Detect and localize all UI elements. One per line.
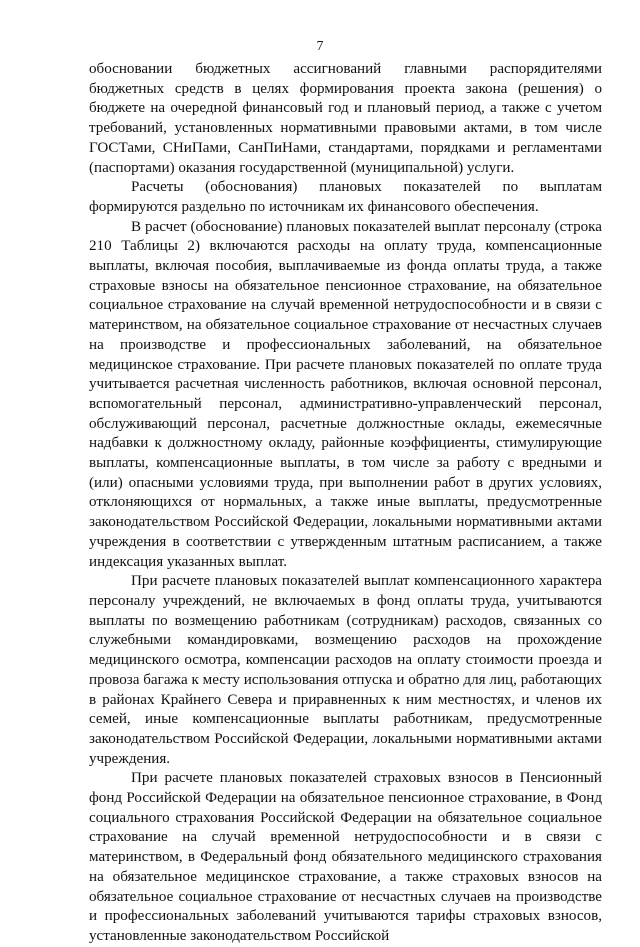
paragraph: Расчеты (обоснования) плановых показателей по выплатам формируются раздельно по источникам их финансового обеспечения. — [89, 179, 602, 215]
paragraph: При расчете плановых показателей выплат компенсационного характера персоналу учреждений, не включаемых в фонд оплаты труда, учитываются выплаты по возмещению работникам (сотрудникам) расходов, связанных со служебными командировками, возмещению расходов на прохождение медицинского осмотра, компенсации расходов на оплату стоимости проезда и провоза багажа к месту использования отпуска и обратно для лиц, работающих в районах Крайнего Севера и приравненных к ним местностях, и членов их семей, иные компенсационные выплаты работникам, предусмотренные законодательством Российской Федерации, локальными нормативными актами учреждения. — [89, 573, 602, 767]
page-number: 7 — [316, 38, 324, 53]
document-body — [89, 60, 602, 947]
paragraph-continuation: обосновании бюджетных ассигнований главными распорядителями бюджетных средств в целях формирования проекта закона (решения) о бюджете на очередной финансовый год и плановый период, а также с учетом требований, установленных нормативными правовыми актами, в том числе ГОСТами, СНиПами, СанПиНами, стандартами, порядками и регламентами (паспортами) оказания государственной (муниципальной) услуги. — [89, 61, 602, 176]
paragraph: В расчет (обоснование) плановых показателей выплат персоналу (строка 210 Таблицы 2) включаются расходы на оплату труда, компенсационные выплаты, включая пособия, выплачиваемые из фонда оплаты труда, а также страховые взносы на обязательное пенсионное страхование, на обязательное социальное страхование на случай временной нетрудоспособности и в связи с материнством, на обязательное социальное страхование от несчастных случаев на производстве и профессиональных заболеваний, на обязательное медицинское страхование. При расчете плановых показателей по оплате труда учитывается расчетная численность работников, включая основной персонал, вспомогательный персонал, административно-управленческий персонал, обслуживающий персонал, расчетные должностные оклады, ежемесячные надбавки к должностному окладу, районные коэффициенты, стимулирующие выплаты, компенсационные выплаты, в том числе за работу с вредными и (или) опасными условиями труда, при выполнении работ в других условиях, отклоняющихся от нормальных, а также иные выплаты, предусмотренные законодательством Российской Федерации, локальными нормативными актами учреждения в соответствии с утвержденным штатным расписанием, а также индексация указанных выплат. — [89, 218, 602, 570]
paragraph: При расчете плановых показателей страховых взносов в Пенсионный фонд Российской Федерации на обязательное пенсионное страхование, в Фонд социального страхования Российской Федерации на обязательное социальное страхование на случай временной нетрудоспособности и в связи с материнством, в Федеральный фонд обязательного медицинского страхования на обязательное медицинское страхование, а также страховых взносов на обязательное социальное страхование от несчастных случаев на производстве и профессиональных заболеваний учитываются тарифы страховых взносов, установленные законодательством Российской — [89, 770, 602, 944]
